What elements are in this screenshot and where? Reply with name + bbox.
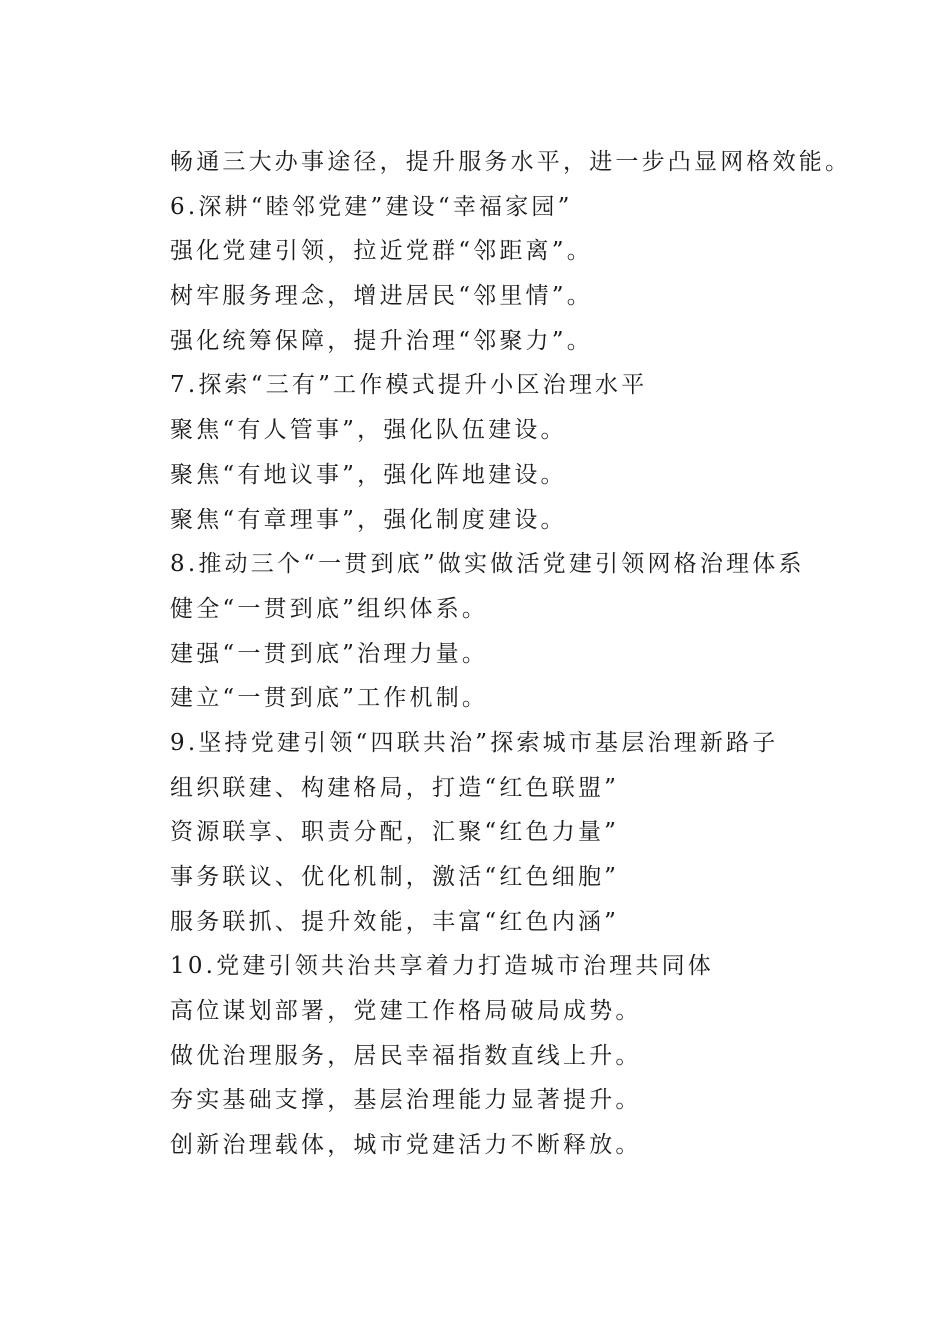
- section-heading-9: 9.坚持党建引领“四联共治”探索城市基层治理新路子: [170, 729, 779, 756]
- paragraph-line: 高位谋划部署，党建工作格局破局成势。: [170, 998, 642, 1025]
- paragraph-line: 做优治理服务，居民幸福指数直线上升。: [170, 1042, 642, 1069]
- paragraph-line: 健全“一贯到底”组织体系。: [170, 595, 489, 622]
- section-heading-7: 7.探索“三有”工作模式提升小区治理水平: [170, 372, 648, 399]
- paragraph-line: 聚焦“有地议事”，强化阵地建设。: [170, 461, 567, 488]
- paragraph-line: 强化统筹保障，提升治理“邻聚力”。: [170, 327, 593, 354]
- paragraph-line: 聚焦“有章理事”，强化制度建设。: [170, 506, 567, 533]
- paragraph-line: 事务联议、优化机制，激活“红色细胞”: [170, 864, 620, 890]
- paragraph-line: 树牢服务理念，增进居民“邻里情”。: [170, 283, 593, 310]
- paragraph-line: 建强“一贯到底”治理力量。: [170, 640, 489, 667]
- section-heading-6: 6.深耕“睦邻党建”建设“幸福家园”: [170, 193, 573, 220]
- paragraph-line: 聚焦“有人管事”，强化队伍建设。: [170, 417, 567, 444]
- paragraph-line: 组织联建、构建格局，打造“红色联盟”: [170, 774, 620, 801]
- section-heading-8: 8.推动三个“一贯到底”做实做活党建引领网格治理体系: [170, 551, 805, 578]
- paragraph-line: 夯实基础支撑，基层治理能力显著提升。: [170, 1087, 642, 1114]
- section-heading-10: 10.党建引领共治共享着力打造城市治理共同体: [170, 953, 714, 980]
- paragraph-line: 创新治理载体，城市党建活力不断释放。: [170, 1132, 642, 1159]
- paragraph-line: 建立“一贯到底”工作机制。: [170, 685, 489, 712]
- paragraph-line: 资源联享、职责分配，汇聚“红色力量”: [170, 819, 620, 846]
- paragraph-line: 服务联抓、提升效能，丰富“红色内涵”: [170, 908, 620, 935]
- paragraph-line: 强化党建引领，拉近党群“邻距离”。: [170, 238, 593, 265]
- document-body: [170, 140, 870, 1168]
- paragraph-line: 畅通三大办事途径，提升服务水平，进一步凸显网格效能。: [170, 149, 852, 175]
